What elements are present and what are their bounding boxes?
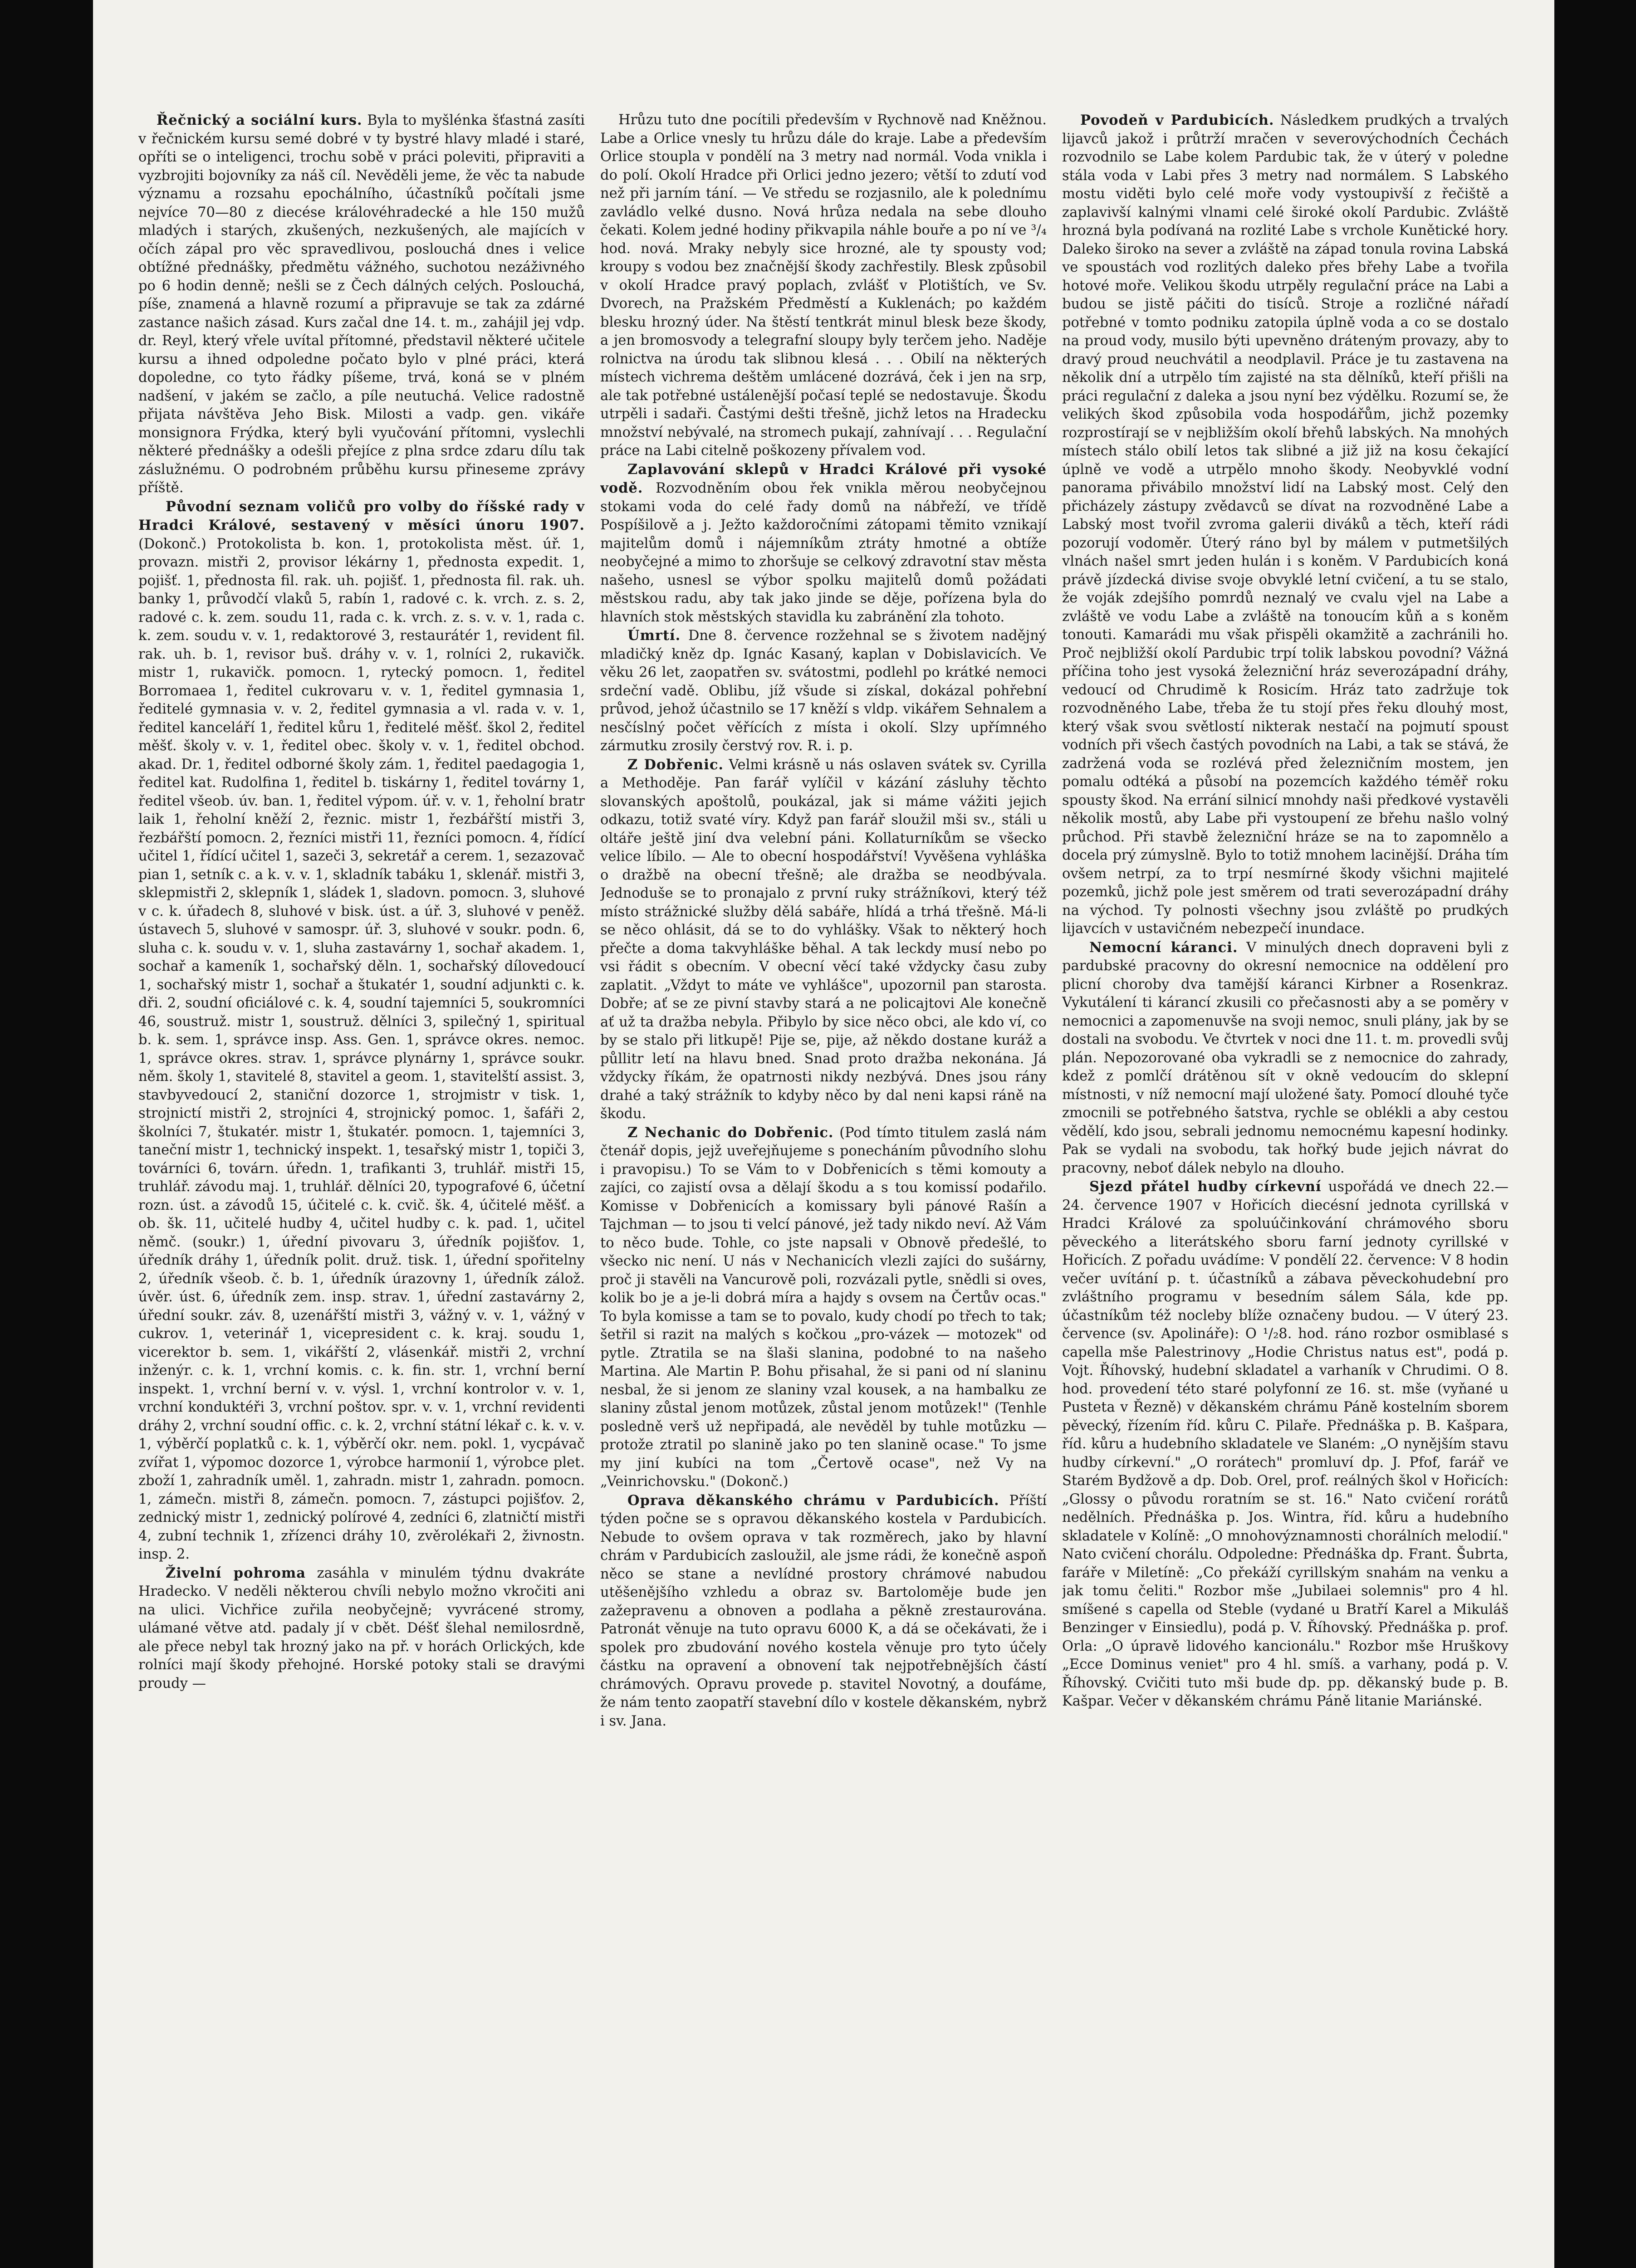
article-body: Dne 8. července rozžehnal se s životem nadějný mladičký kněz dp. Ignác Kasaný, kaplan v Dobislavicích. Ve věku 26 let, zaopatřen sv. svátostmi, podlehl po krátké nemoci srdeční vadě. Oblibu, jíž všude si získal, dokázal pohřební průvod, jehož účastnilo se 17 kněží s vldp. vikářem Sehnalem a nesčíslný počet věřících z místa i okolí. Slzy upřímného zármutku zrosily čerstvý rov. R. i. p. [600,628,1047,754]
article-paragraph [600,1124,1047,1491]
article-paragraph [138,498,585,1564]
newspaper-page [93,0,1554,2268]
article-paragraph [138,111,585,498]
article-heading: Z Nechanic do Dobřenic. [627,1124,834,1141]
article-paragraph [138,1564,585,1693]
article-body: Hrůzu tuto dne pocítili především v Rychnově nad Kněžnou. Labe a Orlice vnesly tu hrůzu dále do kraje. Labe a především Orlice stoupla v pondělí na 3 metry nad normál. Voda vnikla i do polí. Okolí Hradce při Orlici jedno jezero; větší to zdutí vod než při jarním tání. — Ve středu se rozjasnilo, ale k polednímu zavládlo velké dusno. Nová hrůza nedala na sebe dlouho čekati. Kolem jedné hodiny přikvapila náhle bouře a po ní ve ³/₄ hod. nová. Mraky nebyly sice hrozné, ale ty spousty vod; kroupy s vodou bez značnější škody zachřestily. Blesk způsobil v okolí Hradce pravý poplach, zvlášť v Plotištích, ve Sv. Dvorech, na Pražském Předměstí a Kuklenách; po každém blesku hrozný úder. Na štěstí tentkrát minul blesk beze škody, a jen bromosvody a telegrafní sloupy byly terčem jeho. Naděje rolnictva na úrodu tak slibnou klesá . . . Obilí na některých místech vichrema deštěm umlácené dozrává, ček i jen na srp, ale tak potřebné ustálenější počasí teplé se nedostavuje. Škodu utrpěli i sadaři. Častými dešti třešně, jichž letos na Hradecku množství nebývalé, na stromech pukají, zahnívají . . . Regulační práce na Labi citelně poškozeny přívalem vod. [600,112,1047,459]
article-paragraph [600,460,1047,627]
column-3 [1062,111,1509,2268]
article-body: V minulých dnech dopraveni byli z pardubské pracovny do okresní nemocnice na oddělení pro plicní choroby dva tamější káranci Kirbner a Rosenkraz. Vykutálení ti kárancí zkusili co přečasnosti aby a se poměry v nemocnici a zapomenuvše na svoji nemoc, snuli plány, jak by se dostali na svobodu. Ve čtvrtek v noci dne 11. t. m. provedli svůj plán. Nepozorované oba vykradli se z nemocnice do zahrady, kdež z pomlčí drátěnou sít v okně vedoucím do sklepní místnosti, v níž nemocní mají uložené šaty. Pomocí dlouhé tyče zmocnili se potřebného šatstva, rychle se oblékli a aby cestou vědělí, kdo jsou, sebrali jednomu nemocnému kapesní hodinky. Pak se vydali na svobodu, tak hořký bude jejich návrat do pracovny, neboť dálek nebylo na dlouho. [1062,939,1509,1176]
column-2 [600,111,1047,2268]
scan-border-right [1554,0,1636,2268]
article-heading: Původní seznam voličů pro volby do říšské rady v Hradci Králové, sestavený v měsíci únoru 1907. [138,498,585,533]
article-paragraph [600,756,1047,1124]
article-body: Příští týden počne se s opravou děkanského kostela v Pardubicích. Nebude to ovšem oprava v tak rozměrech, jako by hlavní chrám v Pardubicích zasloužil, ale jsme rádi, že konečně aspoň něco se stane a nevlídné prostory chrámové nabudou utěšenějšího vzhledu a obraz sv. Bartoloměje bude jen zažepravenu a obnoven a podlaha a pěkně zrestaurována. Patronát věnuje na tuto opravu 6000 K, a dá se očekávati, že i spolek pro zbudování nového kostela věnuje pro tyto účely částku na opravení a obnovení tak nejpotřebnějších částí chrámových. Opravu provede p. stavitel Novotný, a doufáme, že nám tento zaopatří stavební dílo v kostele děkanském, nybrž i sv. Jana. [600,1492,1047,1729]
text-columns [138,111,1509,2268]
article-body: Rozvodněním obou řek vnikla měrou neobyčejnou stokami voda do celé řady domů na nábřeží, ve třídě Pospíšilově a j. Ježto každoročními zátopami těmito vznikají majitelům domů i nájemníkům ztráty hmotné a obtíže neobyčejné a mimo to zhoršuje se celkový zdravotní stav města našeho, usnesl se výbor spolku majitelů domů požádati městskou radu, aby tak jako jinde se děje, pořízena byla do hlavních stok městských stavidla ku zabránění zla tohoto. [600,480,1047,625]
article-body: zasáhla v minulém týdnu dvakráte Hradecko. V neděli některou chvíli nebylo možno vkročiti ani na ulici. Vichřice zuřila neobyčejně; vyvrácené stromy, ulámané větve atd. padaly jí v cbět. Déšť šlehal nemilosrdně, ale přece nebyl tak hrozný jako na př. v horách Orlických, kde rolníci mají škody přehojné. Horské potoky stali se dravými proudy — [138,1565,585,1691]
article-heading: Sjezd přátel hudby církevní [1089,1178,1322,1195]
article-paragraph [1062,938,1509,1178]
column-1 [138,111,585,2268]
article-body: (Pod tímto titulem zaslá nám čtenář dopis, jejž uveřejňujeme s ponecháním původního slohu i pravopisu.) To se Vám to v Dobřenicích s těmi komouty a zajíci, co zajistí ovsa a dělají škodu a s tou komissí podařilo. Komisse v Dobřenicích a komissary byli pánové Rašín a Tajchman — to jsou ti velcí pánové, jež tady nikdo neví. Až Vám to něco bude. Tohle, co jste napsali v Obnově předešlé, to všecko nic není. U nás v Nechanicích vlezli zajíci do sušárny, proč ji stavěli na Vancurově poli, rozvázali pytle, snědli si oves, kolik bo je a je-li dobrá míra a hajdy s ovsem na Čertův ocas." To byla komisse a tam se to povalo, kudy chodí po třech to tak; šetřil si razit na malých s kočkou „pro-vázek — motozek" od pytle. Ztratila se na šlaši slanina, podobné to na našeho Martina. Ale Martin P. Bohu přisahal, že si pani od ní slaninu nesbal, že si jenom ze slaniny vzal kousek, a na hambalku ze slaniny zůstal jenom motůzek, zůstal jenom motůzek!" (Tenhle posledně verš už nepřipadá, ale nevěděl by tuhle motůzku — protože ztratil po slanině jako po ten slanině ocase." To jsme my jiní kubíci na tom „Čertově ocase", než Vy na „Veinrichovsku." (Dokonč.) [600,1124,1047,1490]
article-paragraph [1062,1178,1509,1711]
article-paragraph [600,111,1047,460]
article-heading: Z Dobřenic. [627,756,724,773]
scan-border-left [0,0,93,2268]
article-body: Následkem prudkých a trvalých lijavců jakož i průtrží mračen v severovýchodních Čechách rozvodnilo se Labe kolem Pardubic tak, že v úterý v poledne stála voda v Labi přes 3 metry nad normálem. S Labského mostu viděti bylo celé moře vody vystoupivší z řečiště a zaplavivší kalnými vlnami celé široké okolí Pardubic. Zvláště hrozná byla podívaná na rozlité Labe s vrchole Kunětické hory. Daleko široko na sever a zvláště na západ tonula rovina Labská ve spoustách vod rozlitých daleko přes břehy Labe a tvořila hotové moře. Velikou škodu utrpěly regulační práce na Labi a budou se jistě páčiti do tisíců. Stroje a rozličné nářadí potřebné v tomto podniku zatopila úplně voda a co se dostalo na proud vody, musilo býti upevněno dráteným provazy, aby to dravý proud neuchvátil a neodplavil. Práce je tu zastavena na několik dní a utrpělo tím zajisté na sta dělníků, kteří přišli na práci regulační z daleka a jsou nyní bez výdělku. Rozumí se, že velikých škod způsobila voda hospodářům, jichž pozemky rozprostírají se v nejbližším okolí břehů labských. Na mnohých místech stálo obilí letos tak slibné a již již na kosu čekající úplně ve vodě a utrpělo mnoho škody. Neobyvklé vodní panorama přivábilo množství lidí na Labský most. Celý den přicházely zástupy zvědavců se dívat na rozvodněné Labe a Labský most tvořil zvroma galerii diváků a těch, kteří rádi pozorují vodoměr. Úterý ráno byl by málem v putmetšilých vlnách našel smrt jeden hulán i s koněm. V Pardubicích koná právě jízdecká divise svoje obvyklé letní cvičení, a tu se stalo, že voják zdejšího pomrdů neznalý ve cvalu vjel na Labe a zvláště ve vodu Labe a zvláště na tonoucím kůň a s koněm tonouti. Kamarádi mu však přispěli okamžitě a zachránili ho. Proč nejbližší okolí Pardubic trpí tolik labskou povodní? Vážná příčina toho jest vysoká železniční hráz severozápadní dráhy, vedoucí od Chrudimě k Rosicím. Hráz tato zadržuje tok rozvodněného Labe, třeba že tu stojí přes řeku dlouhý most, který však svou světlostí nikterak nestačí na pojmutí spoust vodních při všech častých povodních na Labi, a tak se stává, že zadržená voda se rozlévá před železničním mostem, jen pomalu odtéká a působí na pozemcích každého téměř roku spousty škod. Na errání silnicí mnohdy naši předkové vystavěli několik mostů, aby Labe při vystoupení ze břehu našlo volný průchod. Při stavbě železniční hráze se na to zapomnělo a docela prý zúmyslně. Bylo to totiž mnohem lacinější. Dráha tím ovšem netrpí, za to trpí nesmírné škody všichni majitelé pozemků, jichž pole jest směrem od trati severozápadní dráhy na východ. Ty polnosti všechny jsou zvláště po prudkých lijavcích v ustavičném nebezpečí inundace. [1062,112,1509,937]
article-body: Byla to myšlénka šťastná zasíti v řečnickém kursu semé dobré v ty bystré hlavy mladé i staré, opříti se o inteligenci, trochu sobě v práci poleviti, připraviti a vyzbrojiti bojovníky za náš cíl. Nevěděli jeme, že věc ta nabude významu a rozsahu epochálního, účastníků počítali jsme nejvíce 70—80 z diecése královéhradecké a hle 150 mužů mladých i starých, zkušených, nezkušených, ale majících v očích zápal pro věc spravedlivou, poslouchá dnes i velice obtížné přednášky, předmětu vážného, suchotou nezáživného po 6 hodin denně; nešli se z Čech dálných celých. Poslouchá, píše, znamená a hlavně rozumí a připravuje se tak za zdárné zastance našich zásad. Kurs začal dne 14. t. m., zahájil jej vdp. dr. Reyl, který vřele uvítal přítomné, představil některé učitele kursu a ihned odpoledne počato bylo v plné práci, která dopoledne, co tyto řádky píšeme, trvá, koná se v plném nadšení, v jakém se začlo, a píle neutuchá. Velice radostně přijata návštěva Jeho Bisk. Milosti a vadp. gen. vikáře monsignora Frýdka, který byli vyučování přítomni, vyslechli některé přednášky a odešli přejíce z plna srdce zdaru dílu tak záslužnému. O podrobném průběhu kursu přineseme zprávy příště. [138,112,585,496]
article-body: (Dokonč.) Protokolista b. kon. 1, protokolista měst. úř. 1, provazn. mistři 2, provisor lékárny 1, přednosta expedit. 1, pojišť. 1, přednosta fil. rak. uh. pojišť. 1, přednosta fil. rak. uh. banky 1, průvodčí vlaků 5, rabín 1, radové c. k. vrch. z. s. 2, radové c. k. zem. soudu 11, rada c. k. vrch. z. s. v. v. 1, rada c. k. zem. soudu v. v. 1, redaktorové 3, restaurátér 1, revident fil. rak. uh. b. 1, revisor buš. dráhy v. v. 1, rolníci 2, rukavičk. mistr 1, rukavičk. pomocn. 1, rytecký pomocn. 1, ředitel Borromaea 1, ředitel cukrovaru v. v. 1, ředitel gymnasia 1, ředitelé gymnasia v. v. 2, ředitel gymnasia a vl. rada v. v. 1, ředitel kanceláří 1, ředitel kůru 1, ředitelé měšť. škol 2, ředitel měšť. školy v. v. 1, ředitel obec. školy v. v. 1, ředitel obchod. akad. Dr. 1, ředitel odborné školy zám. 1, ředitel paedagogia 1, ředitel kat. Rudolfina 1, ředitel b. tiskárny 1, ředitel továrny 1, ředitel všeob. úv. ban. 1, ředitel výpom. úř. v. v. 1, řeholní bratr laik 1, řeholní kněží 2, řeznic. mistr 1, řezbářští mistři 3, řezbářští pomocn. 2, řezníci mistři 11, řezníci pomocn. 4, řídící učitel 1, řídící učitel 1, sazeči 3, sekretář a cerem. 1, sezazovač pian 1, setník c. a k. v. v. 1, skladník tabáku 1, sklenář. mistři 3, sklepmistři 2, sklepník 1, sládek 1, sladovn. pomocn. 3, sluhové v c. k. úřadech 8, sluhové v bisk. úst. a úř. 3, sluhové v peněž. ústavech 5, sluhové v samospr. úř. 3, sluhové v soukr. podn. 6, sluha c. k. soudu v. v. 1, sluha zastavárny 1, sochař akadem. 1, sochař a kameník 1, sochařský děln. 1, sochařský dílovedoucí 1, sochařský mistr 1, sochař a štukatér 1, soudní adjunkti c. k. dři. 2, soudní oficiálové c. k. 4, soudní tajemníci 5, soukromníci 46, soustruž. mistr 1, soustruž. dělníci 3, spilečný 1, spiritual b. k. sem. 1, správce insp. Ass. Gen. 1, správce okres. nemoc. 1, správce okres. strav. 1, správce plynárny 1, správce soukr. něm. školy 1, stavitelé 8, stavitel a geom. 1, stavitelští assist. 3, stavbyvedoucí 2, staniční dozorce 1, strojmistr v tisk. 1, strojnictí mistři 2, strojníci 4, strojnický pomoc. 1, šafáři 2, školníci 7, štukatér. mistr 1, štukatér. pomocn. 1, tajemníci 3, taneční mistr 1, technický inspekt. 1, tesařský mistr 1, topiči 3, továrníci 6, továrn. úředn. 1, trafikanti 3, truhlář. mistři 15, truhlář. závodu maj. 1, truhlář. dělníci 20, typografové 6, účetní rozn. úst. a závodů 15, účitelé c. k. cvič. šk. 4, účitelé měšť. a ob. šk. 11, učitelé hudby 4, učitel hudby c. k. pad. 1, učitel němč. (soukr.) 1, úřední pivovaru 3, úředník pojišťov. 1, úředník dráhy 1, úředník polit. druž. tisk. 1, úřední spořitelny 2, úředník všeob. č. b. 1, úředník úrazovny 1, úředník zálož. úvěr. úst. 6, úředník zem. insp. strav. 1, úřední zastavárny 2, úřední soukr. záv. 8, uzenářští mistři 3, vážný v. v. 1, vážný v cukrov. 1, veterinář 1, vicepresident c. k. kraj. soudu 1, vicerektor b. sem. 1, vikářští 2, vlásenkář. mistři 2, vrchní inženýr. c. k. 1, vrchní komis. c. k. fin. str. 1, vrchní berní inspekt. 1, vrchní berní v. v. výsl. 1, vrchní kontrolor v. v. 1, vrchní konduktéři 3, vrchní poštov. spr. v. v. 1, vrchní revidenti dráhy 2, vrchní soudní offic. c. k. 2, vrchní státní lékař c. k. v. v. 1, výběrčí poplatků c. k. 1, výběrčí okr. nem. pokl. 1, vycpávač zvířat 1, výpomoc dozorce 1, výrobce harmonií 1, výrobce plet. zboží 1, zahradník uměl. 1, zahradn. mistr 1, zahradn. pomocn. 1, zámečn. mistři 8, zámečn. pomocn. 7, zástupci pojišťov. 2, zednický mistr 1, zednický polírové 4, zedníci 6, zlatničtí mistři 4, zubní technik 1, zřízenci dráhy 10, zvěrolékaři 2, živnostn. insp. 2. [138,536,585,1562]
article-heading: Nemocní káranci. [1089,939,1238,956]
article-paragraph [600,626,1047,756]
article-heading: Povodeň v Pardubicích. [1080,112,1274,128]
article-heading: Úmrtí. [627,627,681,644]
article-heading: Řečnický a sociální kurs. [157,112,362,128]
article-paragraph [600,1491,1047,1731]
article-heading: Zaplavování sklepů v Hradci Králové při vysoké vodě. [600,461,1047,496]
article-heading: Živelní pohroma [166,1564,306,1581]
article-heading: Oprava děkanského chrámu v Pardubicích. [627,1492,999,1509]
article-body: uspořádá ve dnech 22.—24. července 1907 v Hořicích diecésní jednota cyrillská v Hradci Králové za spoluúčinkování chrámového sboru pěveckého a literátského sboru farní jednoty cyrillské v Hořicích. Z pořadu uvádíme: V pondělí 22. července: V 8 hodin večer uvítání p. t. účastníků a zábava pěveckohudební pro zvláštního programu v besedním sálem Sála, kde pp. účastníkům též nocleby blíže označeny budou. — V úterý 23. července (sv. Apolináře): O ¹/₂8. hod. ráno rozbor osmiblasé s capella mše Palestrinovy „Hodie Christus natus est", podá p. Vojt. Říhovský, hudební skladatel a varhaník v Chrudimi. O 8. hod. provedení této staré polyfonní ze 16. st. mše (vyňané u Pusteta v Řezně) v děkanském chrámu Páně kostelním sborem pěvecký, řízením říd. kůru C. Pilaře. Přednáška p. B. Kašpara, říd. kůru a hudebního skladatele ve Slaném: „O nynějším stavu hudby církevní." „O rorátech" promluví dp. J. Pfof, farář ve Starém Bydžově a dp. Dob. Orel, prof. reálných škol v Hořicích: „Glossy o původu roratním se st. 16." Nato cvičení rorátů nedělních. Přednáška p. Jos. Wintra, říd. kůru a hudebního skladatele v Kolíně: „O mnohovýznamnosti chorálních melodií." Nato cvičení chorálu. Odpoledne: Přednáška dp. Frant. Šubrta, faráře v Miletíně: „Co překáží cyrillským snahám na venku a jak tomu čeliti." Rozbor mše „Jubilaei solemnis" pro 4 hl. smíšené s capella od Steble (vydané u Bratří Karel a Mikuláš Benzinger v Einsiedlu), podá p. V. Říhovský. Přednáška p. prof. Orla: „O úpravě lidového kancionálu." Rozbor mše Hruškovy „Ecce Dominus veniet" pro 4 hl. smíš. a varhany, podá p. V. Říhovský. Cvičiti tuto mši bude dp. pp. děkanský bude p. B. Kašpar. Večer v děkanském chrámu Páně litanie Mariánské. [1062,1179,1509,1709]
article-paragraph [1062,111,1509,938]
article-body: Velmi krásně u nás oslaven svátek sv. Cyrilla a Methoděje. Pan farář vylíčil v kázání zásluhy těchto slovanských apoštolů, poukázal, jak si máme vážiti jejich odkazu, totiž svaté víry. Když pan farář sloužil mši sv., stáli u oltáře ještě jiní dva velební páni. Kollaturníkům se všecko velice líbilo. — Ale to obecní hospodářství! Vyvěšena vyhláška o dražbě na obecní třešně; ale dražba se neodbývala. Jednoduše se to pronajalo z první ruky strážníkovi, který též místo strážnické služby dělá sabáře, hlídá a trhá třešně. Má-li se něco ohlásit, dá se to do vyhlášky. Však to některý hoch přečte a doma takvyhláške běhal. A tak leckdy musí nebo po vsi řádit s obecním. V obecní věcí také vždycky času zuby zaplatit. „Vždyt to máte ve vyhlášce", upozornil pan starosta. Dobře; ať se ze pivní stavby stará a ne policajtovi Ale konečně ať už ta dražba nebyla. Přibylo by sice něco obci, ale kdo ví, co by se stalo při litkupě! Pije se, pije, až někdo dostane kuráž a půllitr letí na hlavu bned. Snad proto dražba nekonána. Já vždycky říkám, že opatrnosti nikdy nezbývá. Dnes jsou rány drahé a taký strážník to kdyby něco by dal neni kapsi ráně na škodu. [600,757,1047,1122]
